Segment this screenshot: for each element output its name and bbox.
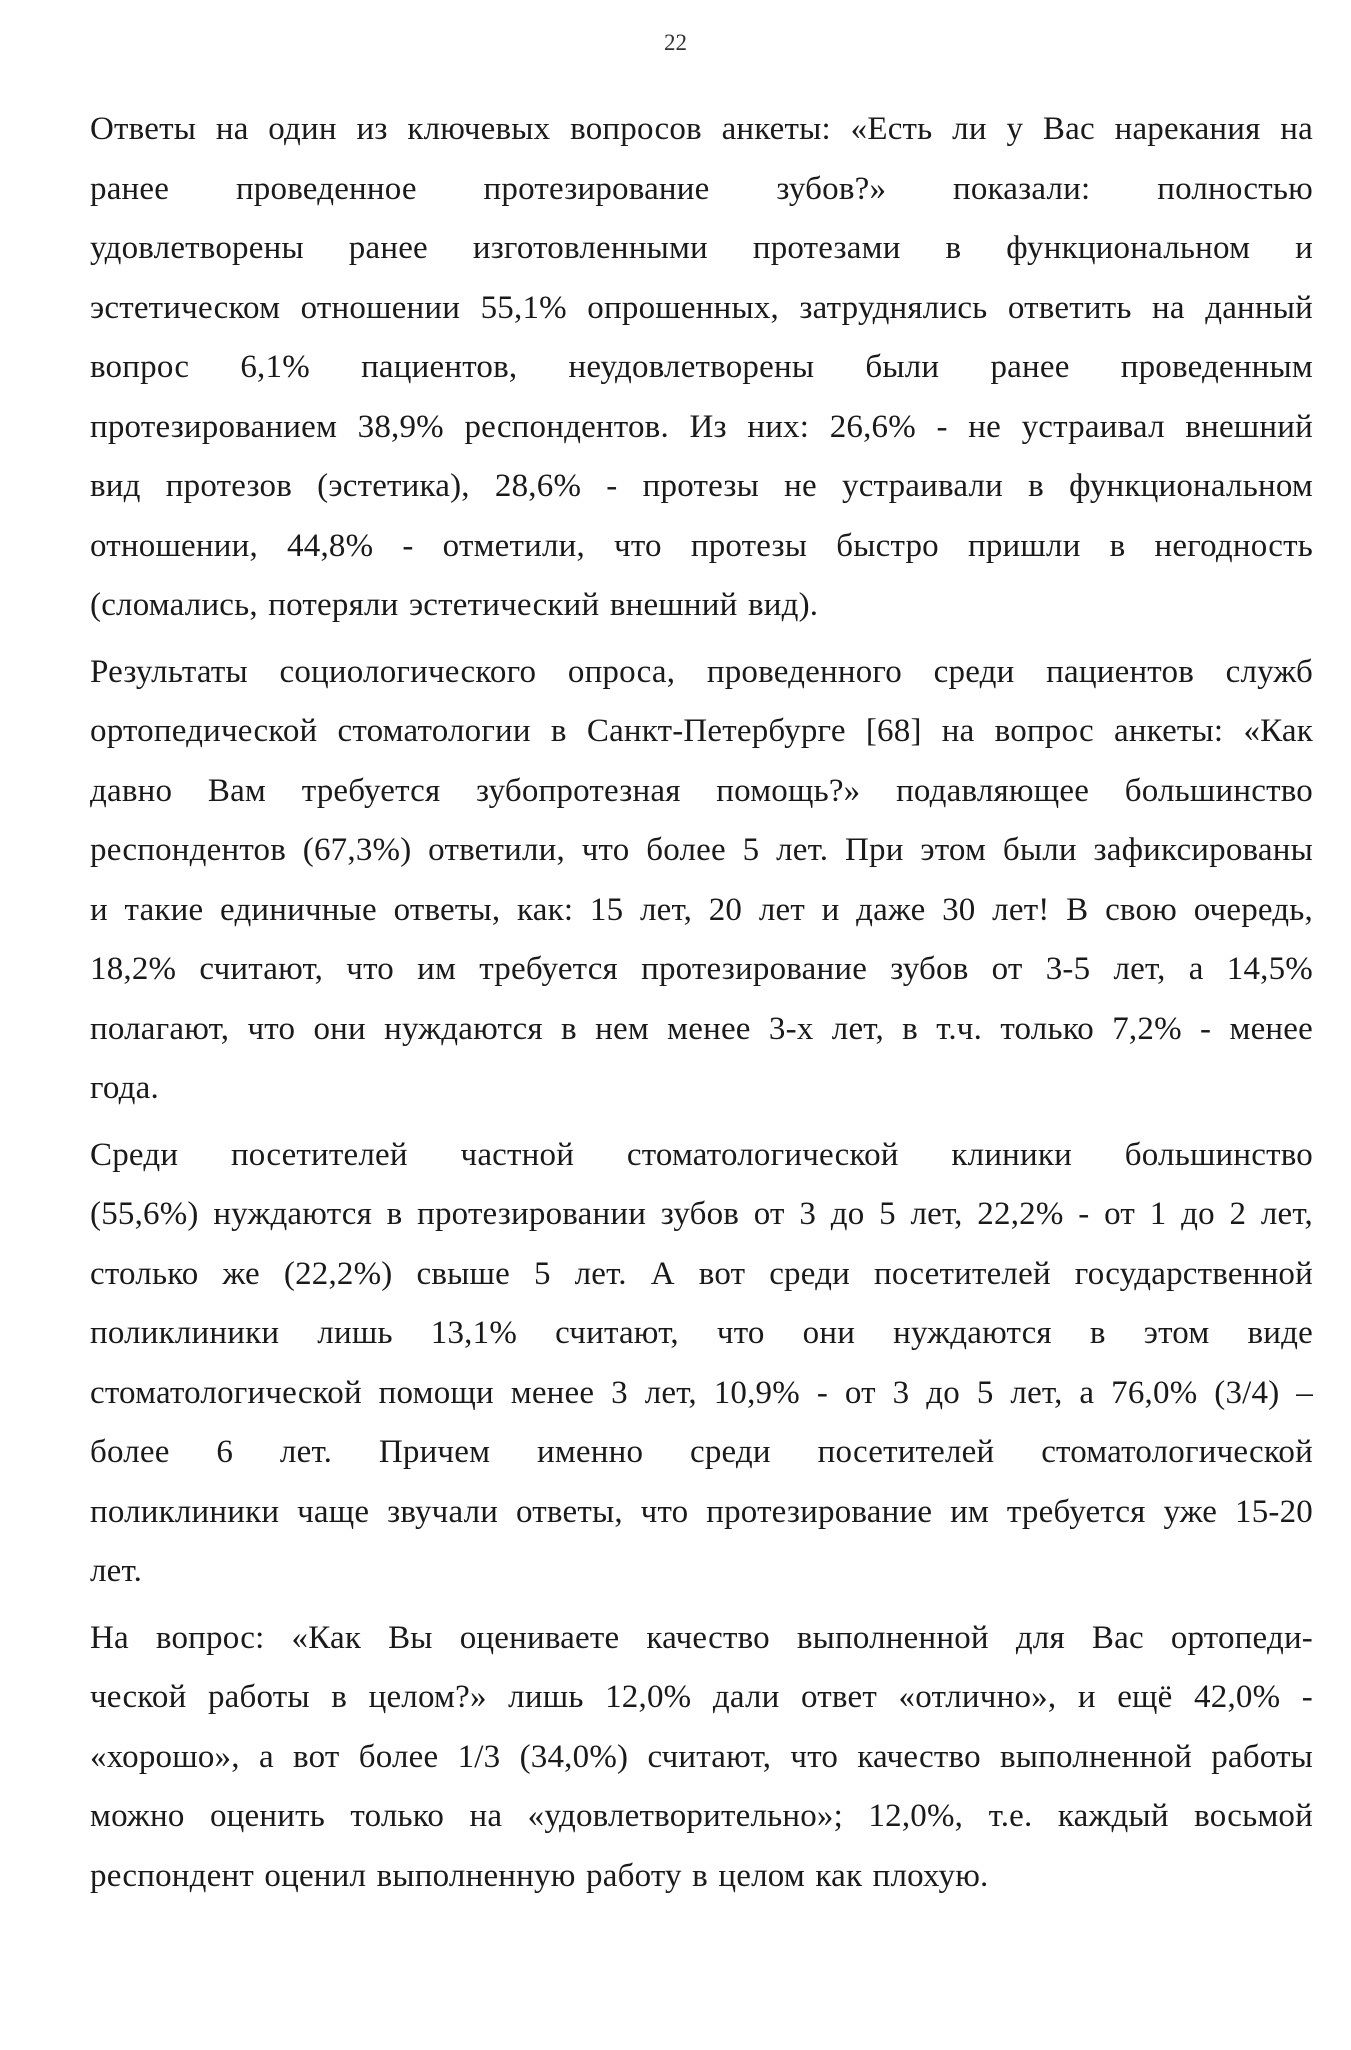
text-line: эстетическом отношении 55,1% опрошенных, затруднялись ответить на данный [90,289,1313,326]
text-line: отношении, 44,8% - отметили, что протезы быстро пришли в негодность [90,527,1313,564]
text-line: и такие единичные ответы, как: 15 лет, 20 лет и даже 30 лет! В свою очередь, [90,891,1313,928]
text-line: Ответы на один из ключевых вопросов анкеты: «Есть ли у Вас нарекания на [90,111,1313,147]
text-line: Результаты социологического опроса, проведенного среди пациентов служб [90,653,1313,690]
text-line: года. [90,1070,159,1106]
text-line: респондент оценил выполненную работу в целом как плохую. [90,1857,989,1894]
text-line: более 6 лет. Причем именно среди посетителей стоматологической [90,1434,1313,1470]
text-body [49,100,1313,1913]
text-line: полагают, что они нуждаются в нем менее 3-х лет, в т.ч. только 7,2% - менее [90,1010,1313,1047]
text-line: (55,6%) нуждаются в протезировании зубов от 3 до 5 лет, 22,2% - от 1 до 2 лет, [90,1196,1313,1232]
text-line: «хорошо», а вот более 1/3 (34,0%) считают, что качество выполненной работы [90,1738,1313,1775]
text-line: (сломались, потеряли эстетический внешний вид). [90,587,819,623]
text-line: вид протезов (эстетика), 28,6% - протезы не устраивали в функциональном [90,468,1313,504]
paragraph-clinic-comparison [49,1126,1313,1602]
text-line: ортопедической стоматологии в Санкт-Петербурге [68] на вопрос анкеты: «Как [90,713,1313,749]
text-line: давно Вам требуется зубопротезная помощь?» подавляющее большинство [90,772,1313,809]
text-line: ранее проведенное протезирование зубов?» показали: полностью [90,170,1313,207]
text-line: респондентов (67,3%) ответили, что более 5 лет. При этом были зафиксированы [90,832,1313,868]
text-line: поликлиники чаще звучали ответы, что протезирование им требуется уже 15-20 [90,1493,1313,1530]
text-line: Среди посетителей частной стоматологической клиники большинство [90,1136,1313,1173]
text-line: вопрос 6,1% пациентов, неудовлетворены были ранее проведенным [90,349,1313,385]
text-line: стоматологической помощи менее 3 лет, 10,9% - от 3 до 5 лет, а 76,0% (3/4) – [90,1374,1313,1411]
text-line: поликлиники лишь 13,1% считают, что они нуждаются в этом виде [90,1315,1313,1351]
text-line: удовлетворены ранее изготовленными протезами в функциональном и [90,230,1313,266]
text-line: протезированием 38,9% респондентов. Из них: 26,6% - не устраивал внешний [90,408,1313,445]
text-line: ческой работы в целом?» лишь 12,0% дали ответ «отлично», и ещё 42,0% - [90,1679,1313,1715]
text-line: 18,2% считают, что им требуется протезирование зубов от 3-5 лет, а 14,5% [90,951,1313,987]
text-line: столько же (22,2%) свыше 5 лет. А вот среди посетителей государственной [90,1255,1313,1292]
paragraph-quality-rating [49,1609,1313,1907]
paragraph-spb-survey [49,643,1313,1119]
text-line: можно оценить только на «удовлетворительно»; 12,0%, т.е. каждый восьмой [90,1798,1313,1834]
page-number: 22 [664,30,687,55]
paragraph-survey-complaints [49,100,1313,636]
text-line: лет. [90,1553,143,1589]
text-line: На вопрос: «Как Вы оцениваете качество выполненной для Вас ортопеди- [90,1619,1313,1656]
